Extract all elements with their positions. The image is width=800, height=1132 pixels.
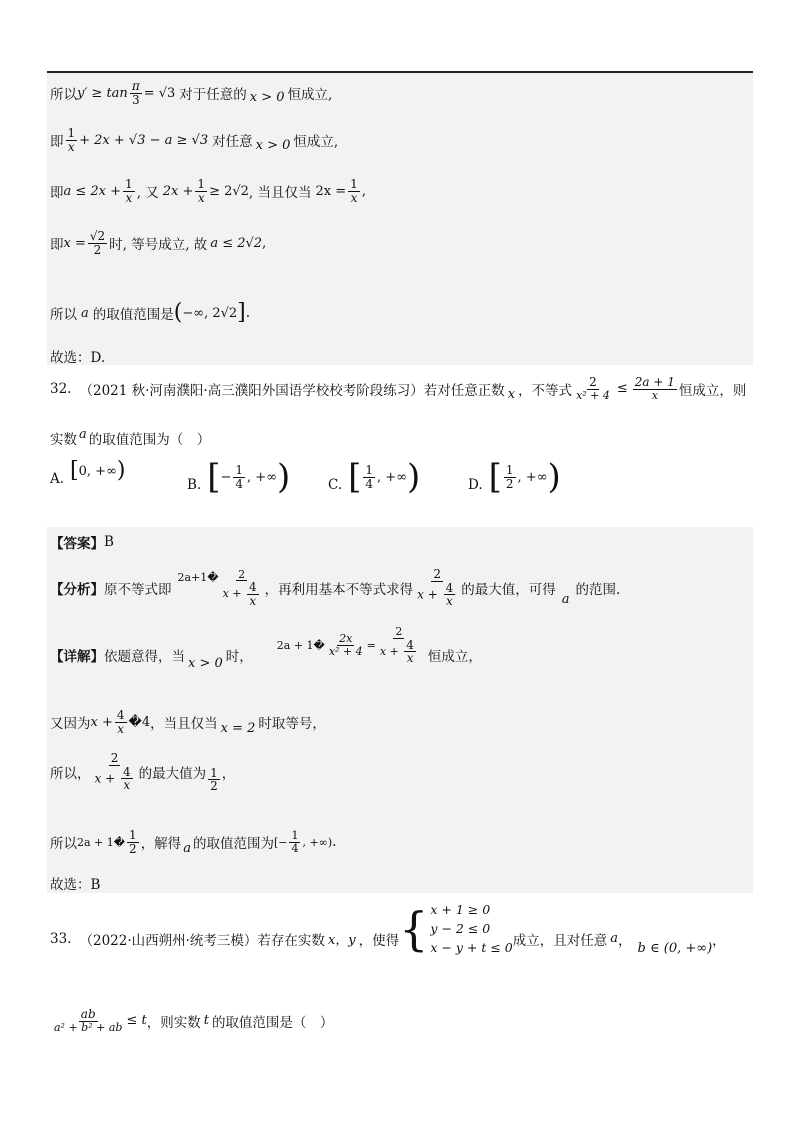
frac-den: x² + 4 <box>576 388 610 402</box>
text: 的取值范围为 <box>192 836 274 853</box>
text: 实数 <box>50 432 77 448</box>
frac-num: 4 <box>116 708 125 722</box>
frac-den: 4 <box>235 476 244 491</box>
math: x，y <box>327 933 356 948</box>
frac-num: 2 <box>395 625 403 638</box>
frac-num: 1 <box>67 126 76 140</box>
text: 恒成立, <box>287 87 333 104</box>
frac-den: x + <box>417 587 442 602</box>
detail-line-2 <box>50 709 326 735</box>
math: ≤ t <box>126 1013 147 1029</box>
text: 成立，且对任意 <box>512 932 608 949</box>
math: x <box>507 387 516 403</box>
text: 时取等号， <box>258 716 326 733</box>
math: ≤ <box>616 381 628 397</box>
frac-num: 2x <box>339 632 353 646</box>
math: 2a + 1� <box>77 835 126 849</box>
math: 2x + <box>162 183 194 199</box>
detail-line-1: 【详解】 依题意得，当 x > 0 时， 2a + 1� $\frac{2x}{\text{x² + 4}}$ = 2 x + $\frac{4}{x}$ 恒成立， <box>50 625 482 671</box>
text: ，使得 <box>358 932 400 949</box>
text: , 当且仅当 <box>248 185 312 202</box>
option-label: A. <box>50 471 65 487</box>
text: , <box>262 235 267 252</box>
math: x > 0 <box>255 137 291 153</box>
math: x > 0 <box>188 655 223 671</box>
frac-num: ab <box>80 1007 96 1021</box>
text: 故选：D. <box>50 350 106 366</box>
detail-line-4 <box>50 829 336 855</box>
q32-line-1 <box>50 376 746 401</box>
prev-line-3: 即 a ≤ 2x + $\frac{1}{x}$ , 又 2x + $\frac{1}{x}$ ≥ 2√2 , 当且仅当 2x = $\frac{1}{x}$ , <box>50 177 367 205</box>
option-b[interactable]: B. [ − $\frac{1}{4}$ , +∞ ) <box>187 457 291 497</box>
range: −∞, 2√2 <box>182 305 238 321</box>
question-text: （2021 秋·河南濮阳·高三濮阳外国语学校校考阶段练习）若对任意正数 <box>79 382 505 399</box>
text: 的取值范围是（ ） <box>211 1014 334 1031</box>
math: + 2x + √3 − a ≥ √3 <box>79 132 209 148</box>
text: ，不等式 <box>518 382 573 399</box>
frac-den: x + <box>379 644 403 658</box>
math: a <box>183 840 191 856</box>
range: [− <box>273 835 288 849</box>
math: x > 0 <box>249 89 285 105</box>
math: = √3 <box>143 85 176 101</box>
frac-num: 4 <box>248 580 257 595</box>
frac-num: 1 <box>129 828 137 842</box>
text: 所以 <box>50 307 77 323</box>
math: 2a+1� <box>177 571 219 585</box>
frac-den: x² + 4 <box>328 644 363 658</box>
text: 对于任意的 <box>179 87 247 104</box>
frac-den: 2 <box>210 779 218 794</box>
detail-line-3: 所以， 2 x + $\frac{4}{x}$ 的最大值为 $\frac{1}{2}$ ， <box>50 751 236 794</box>
text: 的范围. <box>575 581 621 598</box>
math: = <box>366 638 376 652</box>
math: b ∈ (0, +∞) <box>637 941 713 956</box>
math: a ≤ 2√2 <box>210 235 263 251</box>
text: ，当且仅当 <box>150 716 218 733</box>
math: t <box>203 1013 209 1029</box>
system-row: x + 1 ≥ 0 <box>430 902 491 917</box>
option-label: C. <box>328 477 343 493</box>
text: 所以 <box>50 836 77 853</box>
text: 恒成立， <box>427 649 482 666</box>
text: 恒成立, <box>293 134 339 151</box>
text: 即 <box>50 237 64 254</box>
math: a <box>81 305 89 321</box>
text: . <box>332 834 337 851</box>
text: 所以 <box>50 87 77 104</box>
frac-num: 1 <box>291 829 299 843</box>
math: a ≤ 2x + <box>63 183 122 199</box>
q32-line-2 <box>50 428 210 448</box>
text: , 又 <box>136 185 159 202</box>
system-row: x − y + t ≤ 0 <box>430 940 513 955</box>
q33-line-2 <box>50 1008 333 1033</box>
text: . <box>245 305 251 321</box>
answer-line <box>50 532 114 552</box>
frac-den: 4 <box>365 476 374 491</box>
frac-den: x <box>117 721 125 736</box>
math: 2x = <box>315 183 347 199</box>
text: , <box>361 183 367 200</box>
frac-den: x <box>67 139 75 154</box>
text: 时， <box>225 649 253 666</box>
math: a <box>561 592 570 608</box>
text: 故选：B <box>50 877 101 893</box>
frac-num: 2 <box>238 567 246 581</box>
text: 原不等式即 <box>104 581 172 598</box>
text: ， <box>221 765 236 782</box>
answer-value: B <box>104 534 114 550</box>
range: , +∞) <box>302 835 333 849</box>
prev-line-2 <box>50 127 338 153</box>
text: 所以， <box>50 765 91 782</box>
text: 时, 等号成立, 故 <box>109 237 208 254</box>
text: ，再利用基本不等式求得 <box>264 581 414 598</box>
text: 的最大值为 <box>138 765 207 782</box>
option-d[interactable]: D. [ $\frac{1}{2}$ , +∞ ) <box>468 457 561 497</box>
option-value: , +∞ <box>247 469 278 485</box>
system-row: y − 2 ≤ 0 <box>430 921 491 936</box>
frac-num: 1 <box>505 462 514 477</box>
math: a <box>610 931 619 946</box>
frac-num: 2 <box>589 375 597 389</box>
analysis-tag: 【分析】 <box>50 581 104 598</box>
prev-line-4 <box>50 230 266 256</box>
frac-num: 1 <box>235 462 244 477</box>
question-number: 32. <box>50 380 72 397</box>
frac-num: π <box>131 79 140 93</box>
option-value: , +∞ <box>517 469 548 485</box>
frac-den: x <box>249 593 257 608</box>
frac-den: x <box>651 388 658 402</box>
prev-line-5: 所以 a 的取值范围是 ( −∞, 2√2 ] . <box>50 300 251 325</box>
q33-line-1 <box>50 900 726 957</box>
frac-num: 1 <box>365 462 374 477</box>
math: y′ ≥ tan <box>77 85 128 101</box>
prev-line-6 <box>50 346 105 366</box>
frac-num: 1 <box>210 765 218 780</box>
text: 又因为 <box>50 716 91 733</box>
text: ， <box>712 932 726 949</box>
math: x = <box>63 235 86 251</box>
answer-tag: 【答案】 <box>50 536 104 552</box>
detail-tag: 【详解】 <box>50 649 104 666</box>
option-label: B. <box>187 477 202 493</box>
frac-den: 2 <box>505 476 514 491</box>
math: ≥ 2√2 <box>209 183 249 199</box>
text: 的取值范围是 <box>92 307 174 323</box>
option-value: , +∞ <box>377 469 408 485</box>
text: ， <box>618 932 632 949</box>
analysis-line: 【分析】 原不等式即 2a+1� 2 x + $\frac{4}{x}$ ，再利用基本不等式求得 2 x + $\frac{4}{x}$ 的最大值，可得 a 的范围. <box>50 567 621 609</box>
math: x = 2 <box>220 720 256 736</box>
text: 对任意 <box>212 134 253 151</box>
frac-den: 2 <box>129 841 137 856</box>
text: ，解得 <box>140 836 182 853</box>
text: 即 <box>50 185 64 202</box>
math: 2a + 1� <box>276 638 325 652</box>
option-value: 0, +∞ <box>78 463 117 479</box>
frac-den: 2 <box>93 242 102 257</box>
math: x + <box>90 714 113 730</box>
text: ，则实数 <box>146 1014 201 1031</box>
question-text: （2022·山西朔州·统考三模）若存在实数 <box>79 932 325 949</box>
option-c[interactable]: C. [ $\frac{1}{4}$ , +∞ ) <box>328 457 421 497</box>
equation-system: { x + 1 ≥ 0 y − 2 ≤ 0 x − y + t ≤ 0 <box>399 901 513 956</box>
frac-den: 3 <box>131 92 140 107</box>
detail-line-5 <box>50 873 100 893</box>
option-label: D. <box>468 477 483 493</box>
frac-den: x + <box>94 771 119 786</box>
text: 的取值范围为（ ） <box>88 432 211 448</box>
text: 恒成立，则 <box>678 382 747 399</box>
frac-num: 2 <box>110 751 119 765</box>
math: �4 <box>128 714 151 730</box>
frac-num: √2 <box>89 229 106 243</box>
question-number: 33. <box>50 930 72 947</box>
frac-den: 4 <box>291 841 299 855</box>
frac-den: x + <box>222 587 245 601</box>
math: a <box>79 426 87 442</box>
option-a[interactable]: A. [ 0, +∞ ) <box>50 458 126 487</box>
text: 依题意得，当 <box>104 649 185 666</box>
frac-num: 2 <box>433 567 441 581</box>
prev-line-1 <box>50 80 332 106</box>
frac-num: 2a + 1 <box>634 375 675 389</box>
frac-den: a² + b² + ab <box>54 1020 123 1034</box>
text: 即 <box>50 134 64 151</box>
text: 的最大值，可得 <box>461 581 556 598</box>
